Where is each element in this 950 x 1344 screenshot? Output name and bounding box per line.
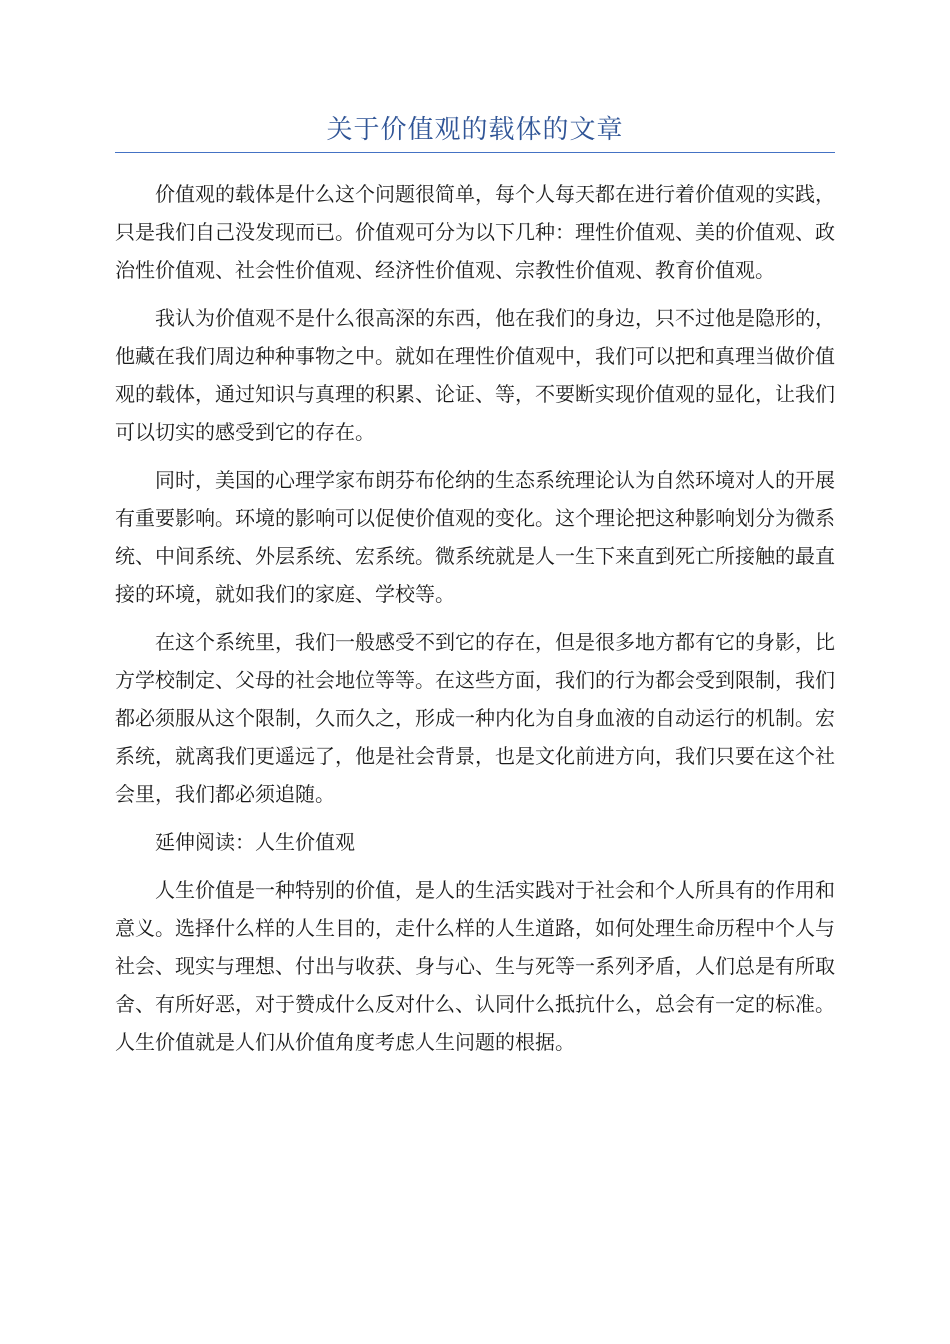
paragraph-5: 人生价值是一种特别的价值，是人的生活实践对于社会和个人所具有的作用和意义。选择什么样的人生目的，走什么样的人生道路，如何处理生命历程中个人与社会、现实与理想、付出与收获、身与心、生与死等一系列矛盾，人们总是有所取舍、有所好恶，对于赞成什么反对什么、认同什么抵抗什么，总会有一定的标准。人生价值就是人们从价值角度考虑人生问题的根据。 xyxy=(115,878,835,1054)
paragraph-4: 在这个系统里，我们一般感受不到它的存在，但是很多地方都有它的身影，比方学校制定、父母的社会地位等等。在这些方面，我们的行为都会受到限制，我们都必须服从这个限制，久而久之，形成一种内化为自身血液的自动运行的机制。宏系统，就离我们更遥远了，他是社会背景，也是文化前进方向，我们只要在这个社会里，我们都必须追随。 xyxy=(115,630,835,806)
section-heading-extended-reading: 延伸阅读：人生价值观 xyxy=(155,830,355,854)
document-page xyxy=(115,112,835,1071)
paragraph-2: 我认为价值观不是什么很高深的东西，他在我们的身边，只不过他是隐形的，他藏在我们周边种种事物之中。就如在理性价值观中，我们可以把和真理当做价值观的载体，通过知识与真理的积累、论证、等，不要断实现价值观的显化，让我们可以切实的感受到它的存在。 xyxy=(115,306,835,444)
paragraph-3: 同时，美国的心理学家布朗芬布伦纳的生态系统理论认为自然环境对人的开展有重要影响。环境的影响可以促使价值观的变化。这个理论把这种影响划分为微系统、中间系统、外层系统、宏系统。微系统就是人一生下来直到死亡所接触的最直接的环境，就如我们的家庭、学校等。 xyxy=(115,468,835,606)
document-title: 关于价值观的载体的文章 xyxy=(326,115,624,145)
title-underline xyxy=(115,152,835,153)
paragraph-1: 价值观的载体是什么这个问题很简单，每个人每天都在进行着价值观的实践，只是我们自己没发现而已。价值观可分为以下几种：理性价值观、美的价值观、政治性价值观、社会性价值观、经济性价值观、宗教性价值观、教育价值观。 xyxy=(115,182,835,282)
